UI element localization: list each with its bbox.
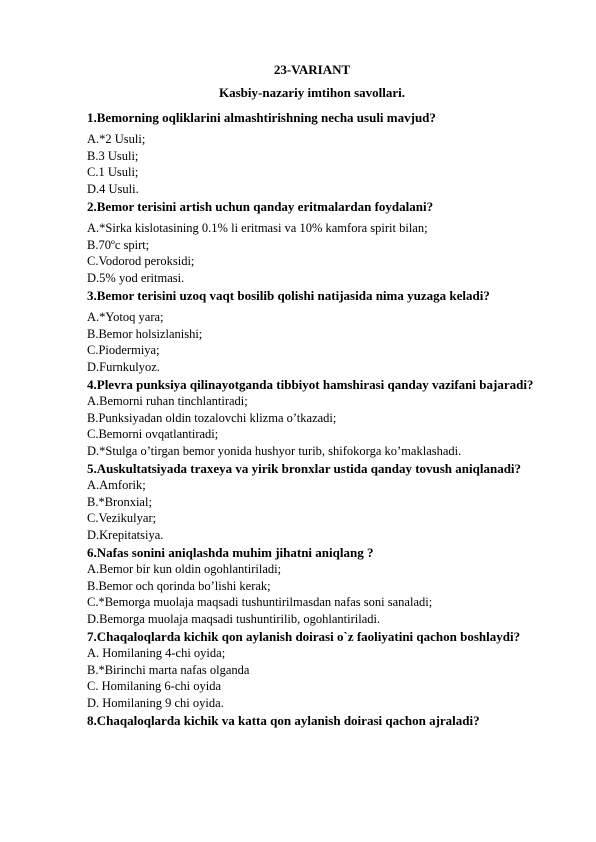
question-text: 6.Nafas sonini aniqlashda muhim jihatni aniqlang ? — [87, 545, 374, 560]
answer-option: C.Vodorod peroksidi; — [87, 254, 195, 268]
exam-subtitle: Kasbiy-nazariy imtihon savollari. — [219, 85, 405, 100]
answer-option: B.Bemor holsizlanishi; — [87, 326, 203, 341]
answer-option: A.Amforik; — [87, 478, 146, 492]
answer-option: A.Bemor bir kun oldin ogohlantiriladi; — [87, 562, 282, 576]
question-list — [87, 108, 537, 734]
answer-option: A.*Sirka kislotasining 0.1% li eritmasi va 10% kamfora spirit bilan; — [87, 221, 428, 235]
question-block — [87, 712, 537, 729]
question-block — [87, 460, 537, 543]
question-block — [87, 109, 537, 197]
answer-option: A.*Yotoq yara; — [87, 310, 164, 324]
answer-option: B.Bemor och qorinda bo’lishi kerak; — [87, 578, 271, 593]
answer-option: D.Krepitatsiya. — [87, 527, 164, 542]
variant-title: 23-VARIANT — [273, 62, 351, 77]
answer-option: C.Vezikulyar; — [87, 511, 157, 525]
answer-option: C.1 Usuli; — [87, 165, 139, 179]
answer-option: C.Bemorni ovqatlantiradi; — [87, 427, 219, 441]
question-text: 1.Bemorning oqliklarini almashtirishning necha usuli mavjud? — [87, 110, 436, 125]
answer-option: A.Bemorni ruhan tinchlantiradi; — [87, 394, 248, 408]
question-text: 8.Chaqaloqlarda kichik va katta qon aylanish doirasi qachon ajraladi? — [87, 713, 480, 728]
answer-option: D.4 Usuli. — [87, 181, 139, 196]
question-block — [87, 198, 537, 286]
answer-option: B.Punksiyadan oldin tozalovchi klizma o’tkazadi; — [87, 410, 337, 425]
answer-option: C.Piodermiya; — [87, 343, 160, 357]
answer-option: D.5% yod eritmasi. — [87, 270, 185, 285]
question-block — [87, 376, 537, 459]
question-text: 3.Bemor terisini uzoq vaqt bosilib qolishi natijasida nima yuzaga keladi? — [87, 288, 490, 303]
question-block — [87, 544, 537, 627]
answer-option: B.70ºc spirt; — [87, 237, 150, 252]
answer-option: D.Furnkulyoz. — [87, 359, 160, 374]
answer-option: D.*Stulga o’tirgan bemor yonida hushyor turib, shifokorga ko’maklashadi. — [87, 443, 462, 458]
question-text: 5.Auskultatsiyada traxeya va yirik bronxlar ustida qanday tovush aniqlanadi? — [87, 461, 522, 476]
answer-option: B.3 Usuli; — [87, 148, 139, 163]
question-block — [87, 287, 537, 375]
answer-option: C.*Bemorga muolaja maqsadi tushuntirilmasdan nafas soni sanaladi; — [87, 595, 433, 609]
answer-option: B.*Birinchi marta nafas olganda — [87, 662, 250, 677]
answer-option: C. Homilaning 6-chi oyida — [87, 679, 222, 693]
answer-option: A. Homilaning 4-chi oyida; — [87, 646, 226, 660]
answer-option: D. Homilaning 9 chi oyida. — [87, 695, 224, 710]
question-text: 2.Bemor terisini artish uchun qanday eritmalardan foydalani? — [87, 199, 434, 214]
question-block — [87, 628, 537, 711]
question-text: 4.Plevra punksiya qilinayotganda tibbiyot hamshirasi qanday vazifani bajaradi? — [87, 377, 534, 392]
question-text: 7.Chaqaloqlarda kichik qon aylanish doirasi o`z faoliyatini qachon boshlaydi? — [87, 629, 521, 644]
answer-option: D.Bemorga muolaja maqsadi tushuntirilib, ogohlantiriladi. — [87, 611, 381, 626]
answer-option: A.*2 Usuli; — [87, 132, 146, 146]
answer-option: B.*Bronxial; — [87, 494, 152, 509]
